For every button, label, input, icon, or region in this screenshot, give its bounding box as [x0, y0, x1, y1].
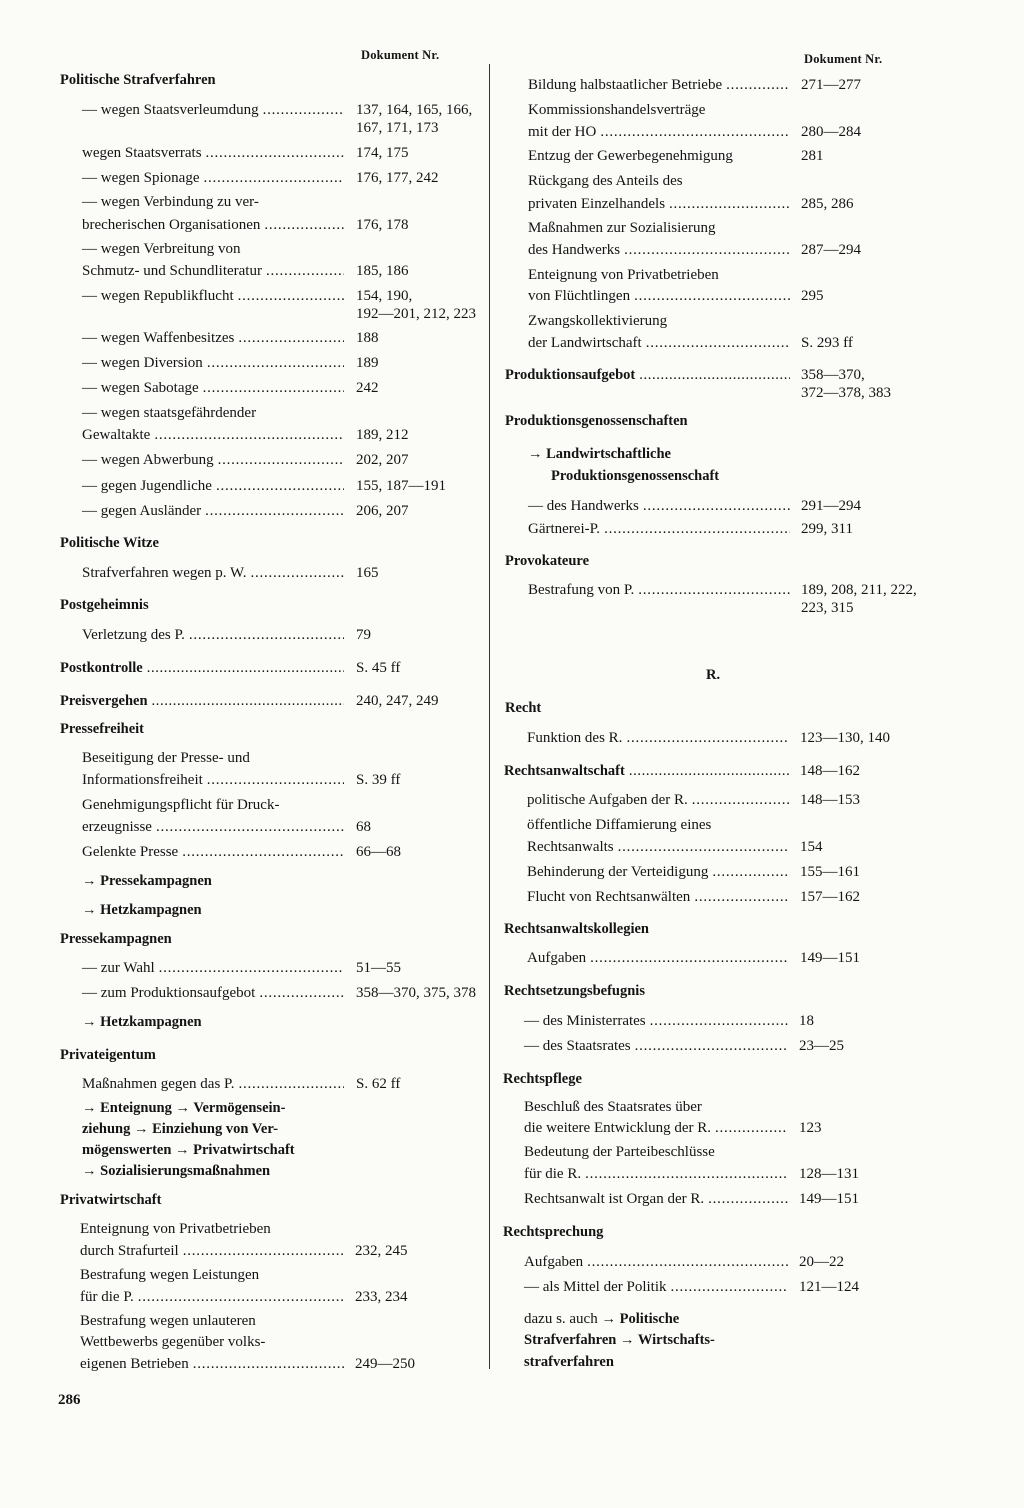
index-entry: — des Staatsrates . . .: [524, 1037, 792, 1055]
cross-reference: → Landwirtschaftliche: [528, 446, 671, 462]
index-entry: Rechtsanwalts . . .: [527, 838, 793, 856]
section-letter: R.: [706, 667, 721, 683]
index-entry: mit der HO . . .: [528, 123, 794, 141]
cross-reference: ziehung → Einziehung von Ver-: [82, 1121, 279, 1137]
index-heading: Pressekampagnen: [60, 931, 172, 947]
index-entry-line: — wegen Verbindung zu ver-: [82, 194, 259, 210]
index-heading: Privateigentum: [60, 1047, 156, 1063]
doc-numbers: 206, 207: [356, 503, 409, 519]
index-entry-line: — wegen Verbreitung von: [82, 241, 241, 257]
doc-numbers: 240, 247, 249: [356, 693, 439, 709]
cross-reference: → Enteignung → Vermögensein-: [82, 1100, 286, 1116]
index-entry: Gärtnerei-P. . . .: [528, 520, 794, 538]
cross-reference: → Hetzkampagnen: [82, 1014, 202, 1030]
doc-numbers: 149—151: [799, 1191, 859, 1207]
index-entry: die weitere Entwicklung der R. . . .: [524, 1119, 792, 1137]
index-entry: brecherischen Organisationen . . .: [82, 216, 348, 234]
index-entry: — zur Wahl . . .: [82, 959, 348, 977]
index-entry: Aufgaben . . .: [527, 949, 793, 967]
doc-numbers: 281: [801, 148, 824, 164]
left-column-header: Dokument Nr.: [361, 48, 440, 62]
doc-numbers: S. 39 ff: [356, 772, 401, 788]
index-entry-line: Bestrafung wegen unlauteren: [80, 1313, 256, 1329]
doc-numbers: 299, 311: [801, 521, 853, 537]
index-entry-line: Bestrafung wegen Leistungen: [80, 1267, 260, 1283]
doc-numbers: 174, 175: [356, 145, 409, 161]
index-entry: — wegen Staatsverleumdung . . .: [82, 101, 348, 119]
index-entry: — wegen Waffenbesitzes . . .: [82, 329, 348, 347]
doc-numbers: 157—162: [800, 889, 860, 905]
doc-numbers: 358—370, 375, 378: [356, 985, 476, 1001]
index-entry-line: Beschluß des Staatsrates über: [524, 1099, 702, 1115]
doc-numbers: 154, 190,: [356, 288, 413, 304]
index-heading: Rechtsanwaltschaft . . .: [504, 762, 793, 780]
index-heading: Rechtsanwaltskollegien: [504, 921, 649, 937]
index-entry: Aufgaben . . .: [524, 1253, 792, 1271]
cross-reference: mögenswerten → Privatwirtschaft: [82, 1142, 295, 1158]
index-entry: — wegen Abwerbung . . .: [82, 451, 348, 469]
index-entry: Entzug der Gewerbegenehmigung: [528, 148, 733, 164]
index-entry: — des Ministerrates . . .: [524, 1012, 792, 1030]
doc-numbers: 189, 208, 211, 222,: [801, 582, 917, 598]
index-entry-line: — wegen staatsgefährdender: [82, 405, 257, 421]
index-entry: — zum Produktionsaufgebot . . .: [82, 984, 348, 1002]
doc-numbers: 233, 234: [355, 1289, 408, 1305]
index-entry: Funktion des R. . . .: [527, 729, 793, 747]
doc-numbers: 295: [801, 288, 824, 304]
index-heading: Rechtspflege: [503, 1071, 582, 1087]
index-entry: — wegen Republikflucht . . .: [82, 287, 348, 305]
doc-numbers: 291—294: [801, 498, 861, 514]
doc-numbers: 271—277: [801, 77, 861, 93]
doc-numbers: 20—22: [799, 1254, 844, 1270]
cross-reference: dazu s. auch → Politische: [524, 1311, 680, 1327]
cross-reference: Strafverfahren → Wirtschafts-: [524, 1332, 715, 1348]
index-heading: Rechtsprechung: [503, 1224, 604, 1240]
doc-numbers: 176, 178: [356, 217, 409, 233]
index-entry-line: Beseitigung der Presse- und: [82, 750, 250, 766]
doc-numbers: 121—124: [799, 1279, 859, 1295]
doc-numbers: 202, 207: [356, 452, 409, 468]
doc-numbers: 189, 212: [356, 427, 409, 443]
index-entry: — wegen Spionage . . .: [82, 169, 348, 187]
doc-numbers: 128—131: [799, 1166, 859, 1182]
index-entry-line: Wettbewerbs gegenüber volks-: [80, 1334, 266, 1350]
index-entry-line: Maßnahmen zur Sozialisierung: [528, 220, 716, 236]
doc-numbers: S. 62 ff: [356, 1076, 401, 1092]
index-entry: wegen Staatsverrats . . .: [82, 144, 348, 162]
index-entry: Informationsfreiheit . . .: [82, 771, 348, 789]
doc-numbers: 148—162: [800, 763, 860, 779]
doc-numbers: 249—250: [355, 1356, 415, 1372]
index-entry: Schmutz- und Schundliteratur . . .: [82, 262, 348, 280]
doc-numbers: 165: [356, 565, 379, 581]
cross-reference: → Pressekampagnen: [82, 873, 212, 889]
index-entry: für die R. . . .: [524, 1165, 792, 1183]
index-heading: Produktionsaufgebot . . .: [505, 366, 794, 384]
index-entry: von Flüchtlingen . . .: [528, 287, 794, 305]
doc-numbers: 280—284: [801, 124, 861, 140]
column-divider: [489, 64, 490, 1369]
index-entry: der Landwirtschaft . . .: [528, 334, 794, 352]
index-entry-line: Enteignung von Privatbetrieben: [528, 267, 719, 283]
index-entry: Bestrafung von P. . . .: [528, 581, 794, 599]
index-entry: des Handwerks . . .: [528, 241, 794, 259]
doc-numbers: 23—25: [799, 1038, 844, 1054]
doc-numbers: 167, 171, 173: [356, 120, 439, 136]
doc-numbers: 232, 245: [355, 1243, 408, 1259]
index-entry: für die P. . . .: [80, 1288, 348, 1306]
doc-numbers: 51—55: [356, 960, 401, 976]
doc-numbers: 185, 186: [356, 263, 409, 279]
doc-numbers: 154: [800, 839, 823, 855]
doc-numbers: 176, 177, 242: [356, 170, 439, 186]
doc-numbers: 223, 315: [801, 600, 854, 616]
cross-reference: → Hetzkampagnen: [82, 902, 202, 918]
index-entry: — wegen Diversion . . .: [82, 354, 348, 372]
doc-numbers: 137, 164, 165, 166,: [356, 102, 473, 118]
doc-numbers: S. 45 ff: [356, 660, 401, 676]
doc-numbers: 285, 286: [801, 196, 854, 212]
index-entry: Maßnahmen gegen das P. . . .: [82, 1075, 348, 1093]
cross-reference: → Sozialisierungsmaßnahmen: [82, 1163, 271, 1179]
index-heading: Rechtsetzungsbefugnis: [504, 983, 645, 999]
index-entry: — des Handwerks . . .: [528, 497, 794, 515]
doc-numbers: 155, 187—191: [356, 478, 446, 494]
cross-reference: Produktionsgenossenschaft: [551, 468, 720, 484]
index-entry-line: Bedeutung der Parteibeschlüsse: [524, 1144, 715, 1160]
doc-numbers: 149—151: [800, 950, 860, 966]
doc-numbers: 148—153: [800, 792, 860, 808]
index-entry: durch Strafurteil . . .: [80, 1242, 348, 1260]
index-entry: Behinderung der Verteidigung . . .: [527, 863, 793, 881]
index-heading: Politische Strafverfahren: [60, 72, 216, 88]
index-heading: Privatwirtschaft: [60, 1192, 162, 1208]
index-heading: Postkontrolle . . .: [60, 659, 348, 677]
index-heading: Pressefreiheit: [60, 721, 145, 737]
index-entry-line: Rückgang des Anteils des: [528, 173, 683, 189]
doc-numbers: 188: [356, 330, 379, 346]
index-entry: Bildung halbstaatlicher Betriebe . . .: [528, 76, 794, 94]
doc-numbers: 123—130, 140: [800, 730, 890, 746]
doc-numbers: 79: [356, 627, 371, 643]
page-number: 286: [58, 1392, 81, 1408]
doc-numbers: 66—68: [356, 844, 401, 860]
index-entry: politische Aufgaben der R. . . .: [527, 791, 793, 809]
index-entry: Verletzung des P. . . .: [82, 626, 348, 644]
index-heading: Provokateure: [505, 553, 590, 569]
index-entry: Flucht von Rechtsanwälten . . .: [527, 888, 793, 906]
right-column-header: Dokument Nr.: [804, 52, 883, 66]
index-heading: Postgeheimnis: [60, 597, 149, 613]
index-entry: — gegen Jugendliche . . .: [82, 477, 348, 495]
doc-numbers: 287—294: [801, 242, 861, 258]
index-entry: erzeugnisse . . .: [82, 818, 348, 836]
index-entry: eigenen Betrieben . . .: [80, 1355, 348, 1373]
doc-numbers: 372—378, 383: [801, 385, 891, 401]
index-entry: Gelenkte Presse . . .: [82, 843, 348, 861]
index-entry: Gewaltakte . . .: [82, 426, 348, 444]
doc-numbers: 358—370,: [801, 367, 865, 383]
index-heading: Preisvergehen . . .: [60, 692, 348, 710]
index-entry-line: Kommissionshandelsverträge: [528, 102, 706, 118]
index-entry-line: öffentliche Diffamierung eines: [527, 817, 712, 833]
doc-numbers: 68: [356, 819, 371, 835]
index-entry: Strafverfahren wegen p. W. . . .: [82, 564, 348, 582]
index-entry-line: Enteignung von Privatbetrieben: [80, 1221, 271, 1237]
doc-numbers: 192—201, 212, 223: [356, 306, 476, 322]
index-heading: Recht: [505, 700, 542, 716]
index-entry: privaten Einzelhandels . . .: [528, 195, 794, 213]
index-entry: Rechtsanwalt ist Organ der R. . . .: [524, 1190, 792, 1208]
index-heading: Produktionsgenossenschaften: [505, 413, 688, 429]
index-entry: — als Mittel der Politik . . .: [524, 1278, 792, 1296]
doc-numbers: 155—161: [800, 864, 860, 880]
doc-numbers: 123: [799, 1120, 822, 1136]
cross-reference: strafverfahren: [524, 1354, 614, 1370]
doc-numbers: 242: [356, 380, 379, 396]
index-heading: Politische Witze: [60, 535, 159, 551]
doc-numbers: 18: [799, 1013, 814, 1029]
doc-numbers: 189: [356, 355, 379, 371]
index-entry: — gegen Ausländer . . .: [82, 502, 348, 520]
index-entry-line: Genehmigungspflicht für Druck-: [82, 797, 280, 813]
index-entry-line: Zwangskollektivierung: [528, 313, 668, 329]
index-entry: — wegen Sabotage . . .: [82, 379, 348, 397]
doc-numbers: S. 293 ff: [801, 335, 853, 351]
